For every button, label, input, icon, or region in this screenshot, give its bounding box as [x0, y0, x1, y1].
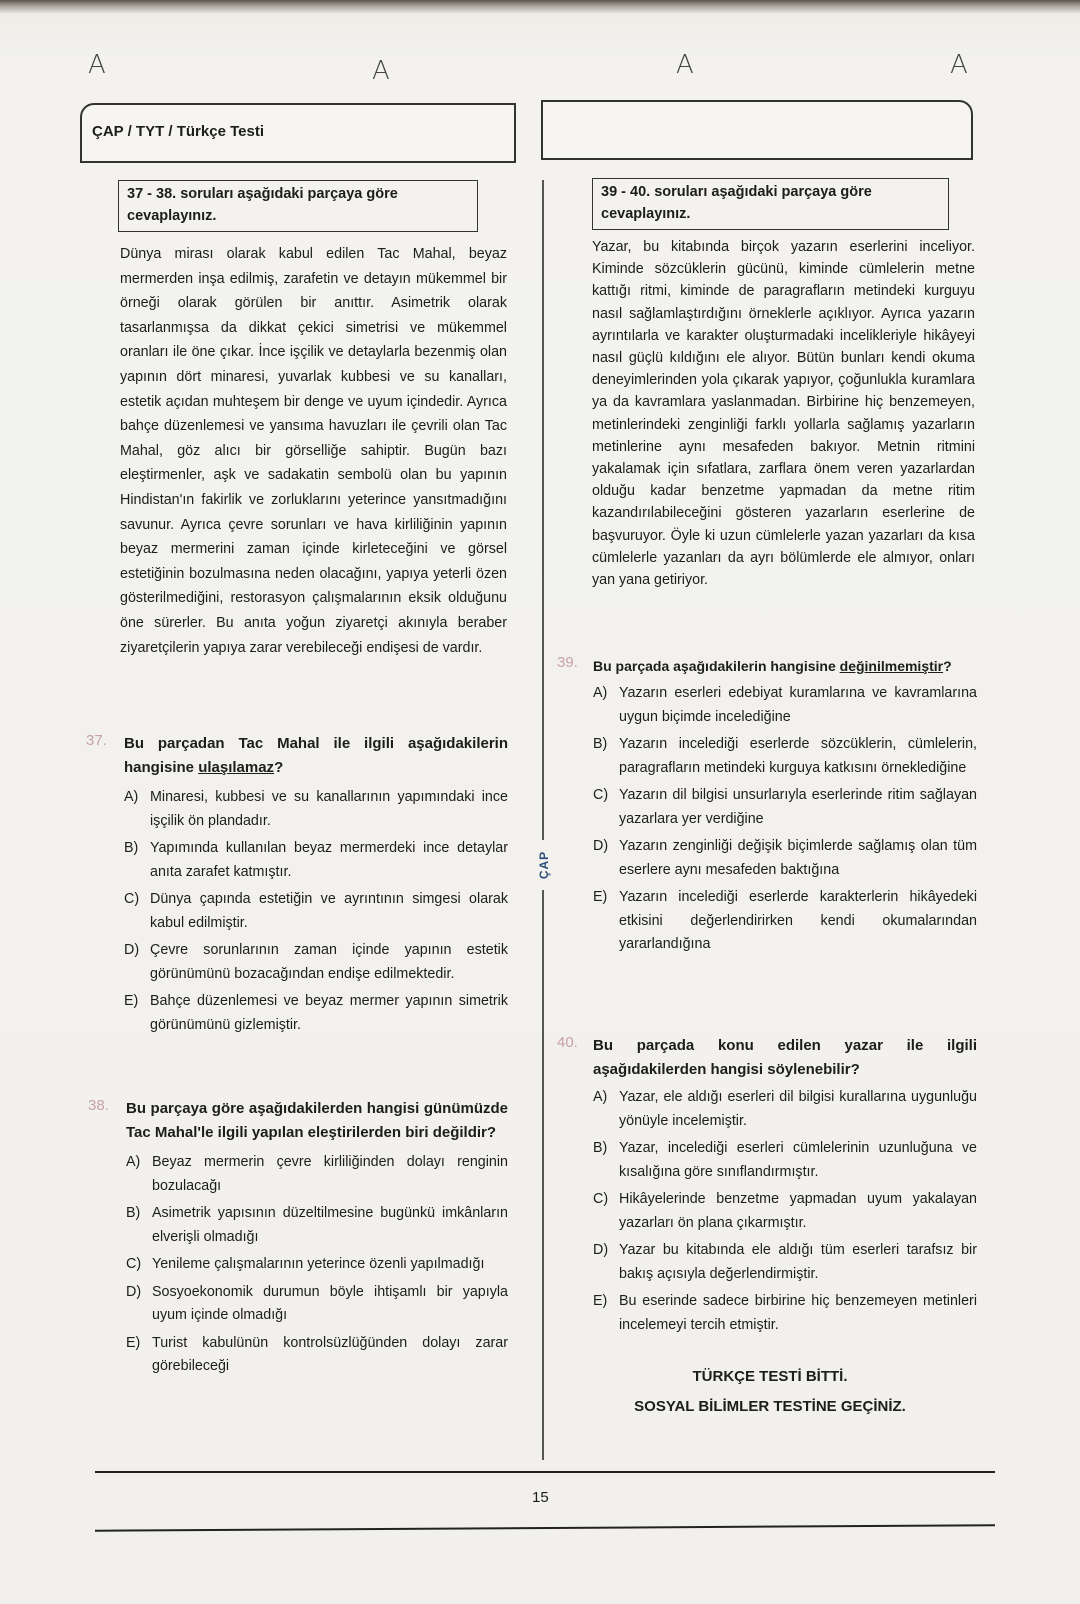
header-box-right — [541, 100, 973, 160]
header-box-left — [80, 103, 516, 163]
end-note-line2: SOSYAL BİLİMLER TESTİNE GEÇİNİZ. — [634, 1398, 906, 1415]
column-divider — [542, 890, 544, 1460]
option-e[interactable]: E) Yazarın incelediği eserlerde karakterlerin hikâyedeki etkisini değerlendirirken kendi okumalarından yararlandığına — [593, 889, 977, 952]
question-number: 38. — [88, 1097, 109, 1114]
question-number: 40. — [557, 1034, 578, 1051]
question-39 — [557, 654, 977, 961]
option-d[interactable]: D) Sosyoekonomik durumun böyle ihtişamlı bir yapıyla uyum içinde olmadığı — [126, 1283, 508, 1323]
option-list — [126, 1151, 508, 1379]
instruction-text: soruları aşağıdaki parçaya göre cevaplayınız. — [127, 186, 398, 224]
option-d[interactable]: D) Çevre sorunlarının zaman içinde yapının estetik görünümünü bozacağından endişe edilmektedir. — [124, 942, 508, 982]
option-a[interactable]: A) Beyaz mermerin çevre kirliliğinden dolayı renginin bozulacağı — [126, 1154, 508, 1194]
option-list — [124, 786, 508, 1037]
option-c[interactable]: C) Hikâyelerinde benzetme yapmadan uyum yakalayan yazarları ön plana çıkarmıştır. — [593, 1191, 977, 1231]
question-text: Bu parçadan Tac Mahal ile ilgili aşağıdakilerin hangisine ulaşılamaz? — [124, 735, 508, 776]
question-37 — [86, 732, 508, 1041]
option-list — [593, 682, 977, 957]
question-text: Bu parçada aşağıdakilerin hangisine değinilmemiştir? — [593, 658, 952, 674]
option-b[interactable]: B) Asimetrik yapısının düzeltilmesine bugünkü imkânların elverişli olmadığı — [126, 1205, 508, 1245]
footer-rule — [95, 1524, 995, 1531]
option-c[interactable]: C) Dünya çapında estetiğin ve ayrıntının simgesi olarak kabul edilmiştir. — [124, 891, 508, 931]
option-a[interactable]: A) Yazar, ele aldığı eserleri dil bilgisi kurallarına uygunluğu yönüyle incelemiştir. — [593, 1089, 977, 1129]
passage-text: Dünya mirası olarak kabul edilen Tac Mahal, beyaz mermerden inşa edilmiş, zarafetin ve detayın mükemmel bir örneği olarak görülen bir anıttır. Asimetrik olarak tasarlanmışsa da dikkat çekici simetrisi ve mükemmel oranları ile öne çıkar. İnce işçilik ve detaylarla bezenmiş olan yapının dört minaresi, yuvarlak kubbesi ve su kanalları, estetik açıdan muhteşem bir denge ve uyum içindedir. Ayrıca bahçe düzenlemesi ve yansıma havuzları ile çevrili olan Tac Mahal, göz alıcı bir görselliğe sahiptir. Bugün bazı eleştirmenler, aşk ve sadakatin sembolü olan bu yapının Hindistan'ın fakirlik ve zorluklarını yeterince yansıtmadığını savunur. Ayrıca çevre sorunları ve hava kirliliğinin yapının beyaz mermerini zaman içinde kirleteceğini ve görsel estetiğinin bozulmasına neden olacağını, yapıya yeterli özen gösterilmediğini, restorasyon çalışmalarının eksik olduğunu öne sürerler. Bu anıta yoğun ziyaretçi akınıyla beraber ziyaretçilerin yapıya zarar verebileceği endişesi de vardır. — [120, 246, 507, 656]
option-d[interactable]: D) Yazar bu kitabında ele aldığı tüm eserleri tarafsız bir bakış açısıyla değerlendirmiştir. — [593, 1242, 977, 1282]
footer-rule — [95, 1471, 995, 1473]
option-e[interactable]: E) Bahçe düzenlemesi ve beyaz mermer yapının simetrik görünümünü gizlemiştir. — [124, 993, 508, 1033]
option-c[interactable]: C) Yazarın dil bilgisi unsurlarıyla eserlerinde ritim sağlayan yazarlara yer verdiğine — [593, 787, 977, 827]
option-c[interactable]: C) Yenileme çalışmalarının yeterince özenli yapılmadığı — [126, 1256, 485, 1272]
booklet-letter: A — [88, 50, 106, 80]
instruction-number: 37 - 38. — [127, 186, 177, 202]
passage-instruction — [118, 180, 478, 232]
option-a[interactable]: A) Yazarın eserleri edebiyat kuramlarına ve kavramlarına uygun biçimde incelediğine — [593, 685, 977, 725]
question-text: Bu parçada konu edilen yazar ile ilgili aşağıdakilerden hangisi söylenebilir? — [593, 1037, 977, 1078]
option-b[interactable]: B) Yapımında kullanılan beyaz mermerdeki ince detaylar anıta zarafet katmıştır. — [124, 840, 508, 880]
end-note — [560, 1362, 980, 1422]
booklet-letter: A — [950, 50, 968, 80]
option-b[interactable]: B) Yazarın incelediği eserlerde sözcüklerin, cümlelerin, paragrafların metindeki kurguya katkısını örneklediğine — [593, 736, 977, 776]
question-number: 37. — [86, 732, 107, 749]
question-40 — [557, 1034, 977, 1341]
column-divider — [542, 180, 544, 840]
test-title: ÇAP / TYT / Türkçe Testi — [92, 123, 264, 140]
option-a[interactable]: A) Minaresi, kubbesi ve su kanallarının yapımındaki ince işçilik ön plandadır. — [124, 789, 508, 829]
question-38 — [88, 1097, 508, 1383]
end-note-line1: TÜRKÇE TESTİ BİTTİ. — [692, 1368, 848, 1385]
question-number: 39. — [557, 654, 578, 671]
option-e[interactable]: E) Bu eserinde sadece birbirine hiç benzemeyen metinleri incelemeyi tercih etmiştir. — [593, 1293, 977, 1333]
instruction-number: 39 - 40. — [601, 184, 651, 200]
option-e[interactable]: E) Turist kabulünün kontrolsüzlüğünden dolayı zarar görebileceği — [126, 1334, 508, 1374]
option-b[interactable]: B) Yazar, incelediği eserleri cümlelerinin uzunluğuna ve kısalığına göre sınıflandırmıştır. — [593, 1140, 977, 1180]
booklet-letter: A — [676, 50, 694, 80]
side-label: ÇAP — [537, 850, 552, 880]
instruction-text: soruları aşağıdaki parçaya göre cevaplayınız. — [601, 184, 872, 222]
passage-text: Yazar, bu kitabında birçok yazarın eserlerini inceliyor. Kiminde sözcüklerin gücünü, kiminde cümlelerin metne kattığı ritmi, kiminde de paragrafların metindeki kurguyu nasıl sağlamlaştırdığını örneklerle açıklıyor. Ayrıca yazarın ayrıntılarla ve karakter oluşturmadaki incelikleriyle hikâyeyi nasıl güçlü kıldığını ele alıyor. Bütün bunları kendi okuma deneyimlerinden yola çıkarak yapıyor, çoğunlukla kuramlara ya da kavramlara yaslanmadan. Birbirine hiç benzemeyen, metinlerindeki zenginliği farklı yollarla sağlamış yazarların metinlerine aynı mesafeden bakıyor. Metnin ritmini yakalamak için sıfatlara, zarflara önem veren yazarlardan olduğu kadar benzetme yapmadan da metne ritim kazandırılabileceğini gösteren yazarların eserlerine de başvuruyor. Öyle ki uzun cümlelerle yazan yazarları da kısa cümlelerle yazanları da ayrı bölümlerde ele almıyor, onları yan yana getiriyor. — [592, 239, 975, 589]
option-d[interactable]: D) Yazarın zenginliği değişik biçimlerde sağlamış olan tüm eserlere aynı mesafeden baktığına — [593, 838, 977, 878]
page-number: 15 — [532, 1489, 549, 1506]
question-text: Bu parçaya göre aşağıdakilerden hangisi günümüzde Tac Mahal'le ilgili yapılan eleştirilerden biri değildir? — [126, 1100, 508, 1141]
option-list — [593, 1086, 977, 1337]
passage-instruction — [592, 178, 949, 230]
booklet-letter: A — [372, 56, 390, 86]
